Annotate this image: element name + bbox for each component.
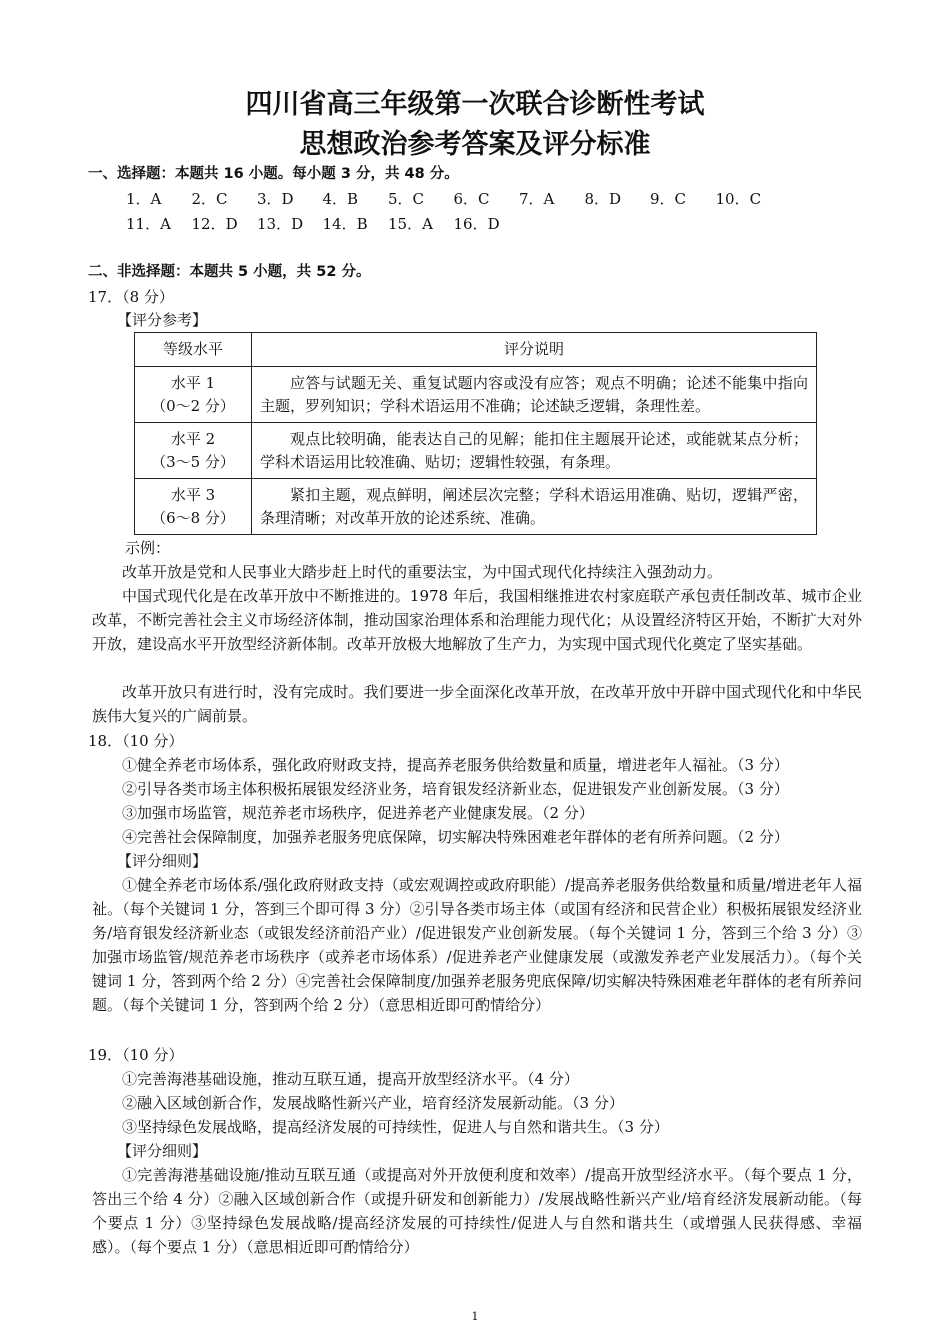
section1-heading: 一、选择题：本题共 16 小题。每小题 3 分，共 48 分。 (88, 166, 459, 182)
table-header-desc: 评分说明 (252, 333, 817, 367)
answer-item: 9．C (650, 190, 687, 208)
answer-item: 12．D (191, 215, 238, 233)
answer-item: 4．B (322, 190, 359, 208)
page-number: 1 (471, 1310, 479, 1323)
level-desc: 应答与试题无关、重复试题内容或没有应答；观点不明确；论述不能集中指向主题，罗列知识；学科术语运用不准确；论述缺乏逻辑，条理性差。 (252, 367, 817, 423)
answer-row-2 (126, 212, 519, 236)
q18-rubric-label: 【评分细则】 (117, 852, 208, 870)
q19-rubric: ①完善海港基础设施/推动互联互通（或提高对外开放便利度和效率）/提高开放型经济水平。（每个要点 1 分，答出三个给 4 分）②融入区域创新合作（或提升研发和创新能力）/发展战略性新兴产业/培育经济发展新动能。（每个要点 1 分）③坚持绿色发展战略/提高经济发展的可持续性/促进人与自然和谐共生（或增强人民获得感、幸福感）。（每个要点 1 分）（意思相近即可酌情给分） (92, 1166, 862, 1256)
q19-number: 19．（10 分） (88, 1046, 184, 1064)
level-cell (135, 367, 252, 423)
q18-point: ④完善社会保障制度，加强养老服务兜底保障，切实解决特殊困难老年群体的老有所养问题。（2 分） (122, 828, 789, 846)
level-desc: 紧扣主题，观点鲜明，阐述层次完整；学科术语运用准确、贴切，逻辑严密，条理清晰；对改革开放的论述系统、准确。 (252, 479, 817, 535)
section2-heading: 二、非选择题：本题共 5 小题，共 52 分。 (88, 264, 371, 280)
level-range: （3～5 分） (151, 452, 235, 471)
level-range: （0～2 分） (151, 396, 235, 415)
answer-item: 5．C (388, 190, 425, 208)
q17-rubric-label: 【评分参考】 (117, 311, 208, 329)
answer-row-1 (126, 187, 781, 211)
answer-item: 16．D (453, 215, 500, 233)
q18-number: 18．（10 分） (88, 732, 184, 750)
answer-item: 6．C (453, 190, 490, 208)
answer-item: 7．A (519, 190, 555, 208)
q17-number: 17．（8 分） (88, 288, 174, 306)
table-row (135, 367, 817, 423)
answer-item: 10．C (715, 190, 762, 208)
table-header-level: 等级水平 (135, 333, 252, 367)
q19-point: ②融入区域创新合作，发展战略性新兴产业，培育经济发展新动能。（3 分） (122, 1094, 624, 1112)
example-paragraph: 中国式现代化是在改革开放中不断推进的。1978 年后，我国相继推进农村家庭联产承包责任制改革、城市企业改革，不断完善社会主义市场经济体制，推动国家治理体系和治理能力现代化；从设置经济特区开始，不断扩大对外开放，建设高水平开放型经济新体制。改革开放极大地解放了生产力，为实现中国式现代化奠定了坚实基础。 (92, 587, 862, 653)
table-header-row (135, 333, 817, 367)
table-row (135, 479, 817, 535)
level-name: 水平 1 (170, 373, 216, 392)
document-title: 四川省高三年级第一次联合诊断性考试 (245, 89, 705, 120)
example-paragraph: 改革开放是党和人民事业大踏步赶上时代的重要法宝，为中国式现代化持续注入强劲动力。 (122, 563, 723, 581)
answer-item: 2．C (191, 190, 228, 208)
q19-point: ①完善海港基础设施，推动互联互通，提高开放型经济水平。（4 分） (122, 1070, 579, 1088)
answer-item: 8．D (584, 190, 622, 208)
example-paragraph: 改革开放只有进行时，没有完成时。我们要进一步全面深化改革开放，在改革开放中开辟中国式现代化和中华民族伟大复兴的广阔前景。 (92, 683, 862, 725)
level-range: （6～8 分） (151, 508, 235, 527)
example-label: 示例： (125, 539, 171, 557)
answer-item: 11．A (126, 215, 171, 233)
answer-item: 1．A (126, 190, 162, 208)
answer-item: 3．D (257, 190, 294, 208)
level-name: 水平 2 (170, 429, 216, 448)
q18-rubric: ①健全养老市场体系/强化政府财政支持（或宏观调控或政府职能）/提高养老服务供给数量和质量/增进老年人福祉。（每个关键词 1 分，答到三个即可得 3 分）②引导各类市场主体（或国有经济和民营企业）积极拓展银发经济业务/培育银发经济新业态（或银发经济前沿产业）/促进银发产业创新发展。（每个关键词 1 分，答到三个给 3 分）③加强市场监管/规范养老市场秩序（或养老市场体系）/促进养老产业健康发展（或激发养老产业发展活力）。（每个关键词 1 分，答到两个给 2 分）④完善社会保障制度/加强养老服务兜底保障/切实解决特殊困难老年群体的老有所养问题。（每个关键词 1 分，答到两个给 2 分）（意思相近即可酌情给分） (92, 876, 862, 1014)
answer-item: 14．B (322, 215, 368, 233)
grading-table (134, 332, 817, 535)
q18-point: ①健全养老市场体系，强化政府财政支持，提高养老服务供给数量和质量，增进老年人福祉。（3 分） (122, 756, 789, 774)
document-subtitle: 思想政治参考答案及评分标准 (299, 129, 651, 160)
level-name: 水平 3 (170, 485, 216, 504)
level-desc: 观点比较明确，能表达自己的见解；能扣住主题展开论述，或能就某点分析；学科术语运用比较准确、贴切；逻辑性较强，有条理。 (252, 423, 817, 479)
level-cell (135, 423, 252, 479)
table-row (135, 423, 817, 479)
answer-item: 13．D (257, 215, 304, 233)
q18-point: ②引导各类市场主体积极拓展银发经济业务，培育银发经济新业态，促进银发产业创新发展。（3 分） (122, 780, 789, 798)
q18-point: ③加强市场监管，规范养老市场秩序，促进养老产业健康发展。（2 分） (122, 804, 594, 822)
level-cell (135, 479, 252, 535)
q19-point: ③坚持绿色发展战略，提高经济发展的可持续性，促进人与自然和谐共生。（3 分） (122, 1118, 669, 1136)
q19-rubric-label: 【评分细则】 (117, 1142, 208, 1160)
answer-item: 15．A (388, 215, 433, 233)
